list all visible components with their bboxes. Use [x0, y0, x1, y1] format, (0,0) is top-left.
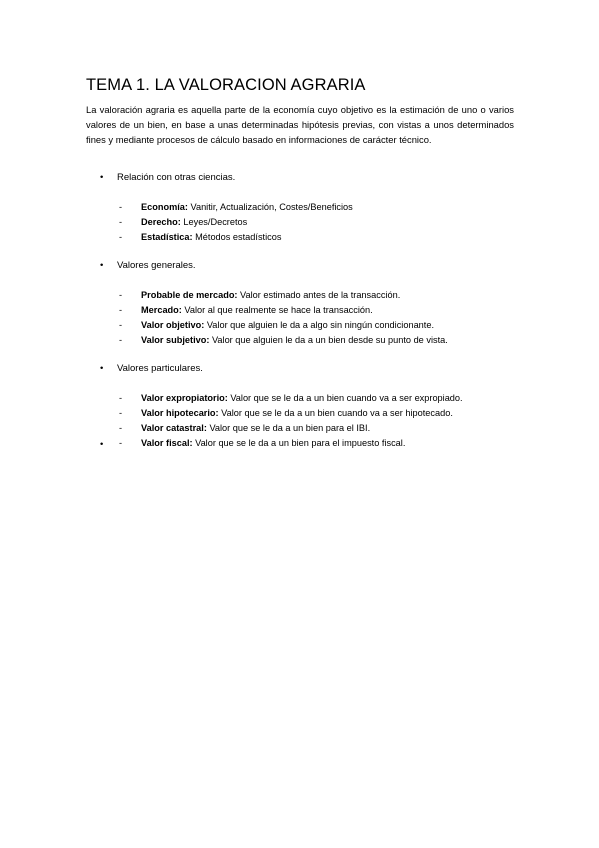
dash-icon: - [119, 408, 123, 418]
item-term: Valor hipotecario: [141, 408, 219, 418]
item-term: Valor expropiatorio: [141, 393, 228, 403]
bullet-icon: • [100, 438, 104, 449]
item-text: Valor estimado antes de la transacción. [237, 290, 401, 300]
dash-icon: - [119, 217, 123, 227]
bullet-label: Relación con otras ciencias. [117, 172, 236, 183]
item-term: Mercado: [141, 305, 182, 315]
item-text: Métodos estadísticos [192, 232, 282, 242]
item-term: Economía: [141, 202, 188, 212]
item-text: Valor que alguien le da a algo sin ningún condicionante. [204, 320, 434, 330]
item-term: Derecho: [141, 217, 181, 227]
item-text: Valor que se le da a un bien para el IBI. [206, 423, 371, 433]
dash-icon: - [119, 320, 123, 330]
item-term: Valor subjetivo: [141, 335, 210, 345]
item-text: Valor que se le da a un bien cuando va a ser expropiado. [227, 393, 463, 403]
bullet-label: Valores generales. [117, 260, 196, 271]
item-term: Estadística: [141, 232, 193, 242]
dash-icon: - [119, 290, 123, 300]
item-text: Vanitir, Actualización, Costes/Beneficios [187, 202, 353, 212]
bullet-icon: • [100, 172, 104, 183]
dash-icon: - [119, 305, 123, 315]
item-text: Valor que se le da a un bien cuando va a ser hipotecado. [218, 408, 453, 418]
item-term: Valor fiscal: [141, 438, 193, 448]
dash-icon: - [119, 335, 123, 345]
bullet-icon: • [100, 260, 104, 271]
dash-icon: - [119, 423, 123, 433]
item-text: Valor al que realmente se hace la transacción. [181, 305, 373, 315]
item-term: Valor objetivo: [141, 320, 205, 330]
intro-paragraph: La valoración agraria es aquella parte de la economía cuyo objetivo es la estimación de uno o varios valores de un bien, en base a unas determinadas hipótesis previas, con vistas a unos determinados fines y mediante procesos de cálculo basado en informaciones de carácter técnico. [86, 104, 514, 145]
item-term: Valor catastral: [141, 423, 207, 433]
bullet-label: Valores particulares. [117, 363, 203, 374]
item-term: Probable de mercado: [141, 290, 238, 300]
dash-icon: - [119, 232, 123, 242]
dash-icon: - [119, 393, 123, 403]
dash-icon: - [119, 202, 123, 212]
page-title: TEMA 1. LA VALORACION AGRARIA [86, 76, 366, 94]
item-text: Valor que alguien le da a un bien desde su punto de vista. [209, 335, 448, 345]
bullet-icon: • [100, 363, 104, 374]
dash-icon: - [119, 438, 123, 448]
item-text: Valor que se le da a un bien para el impuesto fiscal. [192, 438, 406, 448]
item-text: Leyes/Decretos [180, 217, 248, 227]
